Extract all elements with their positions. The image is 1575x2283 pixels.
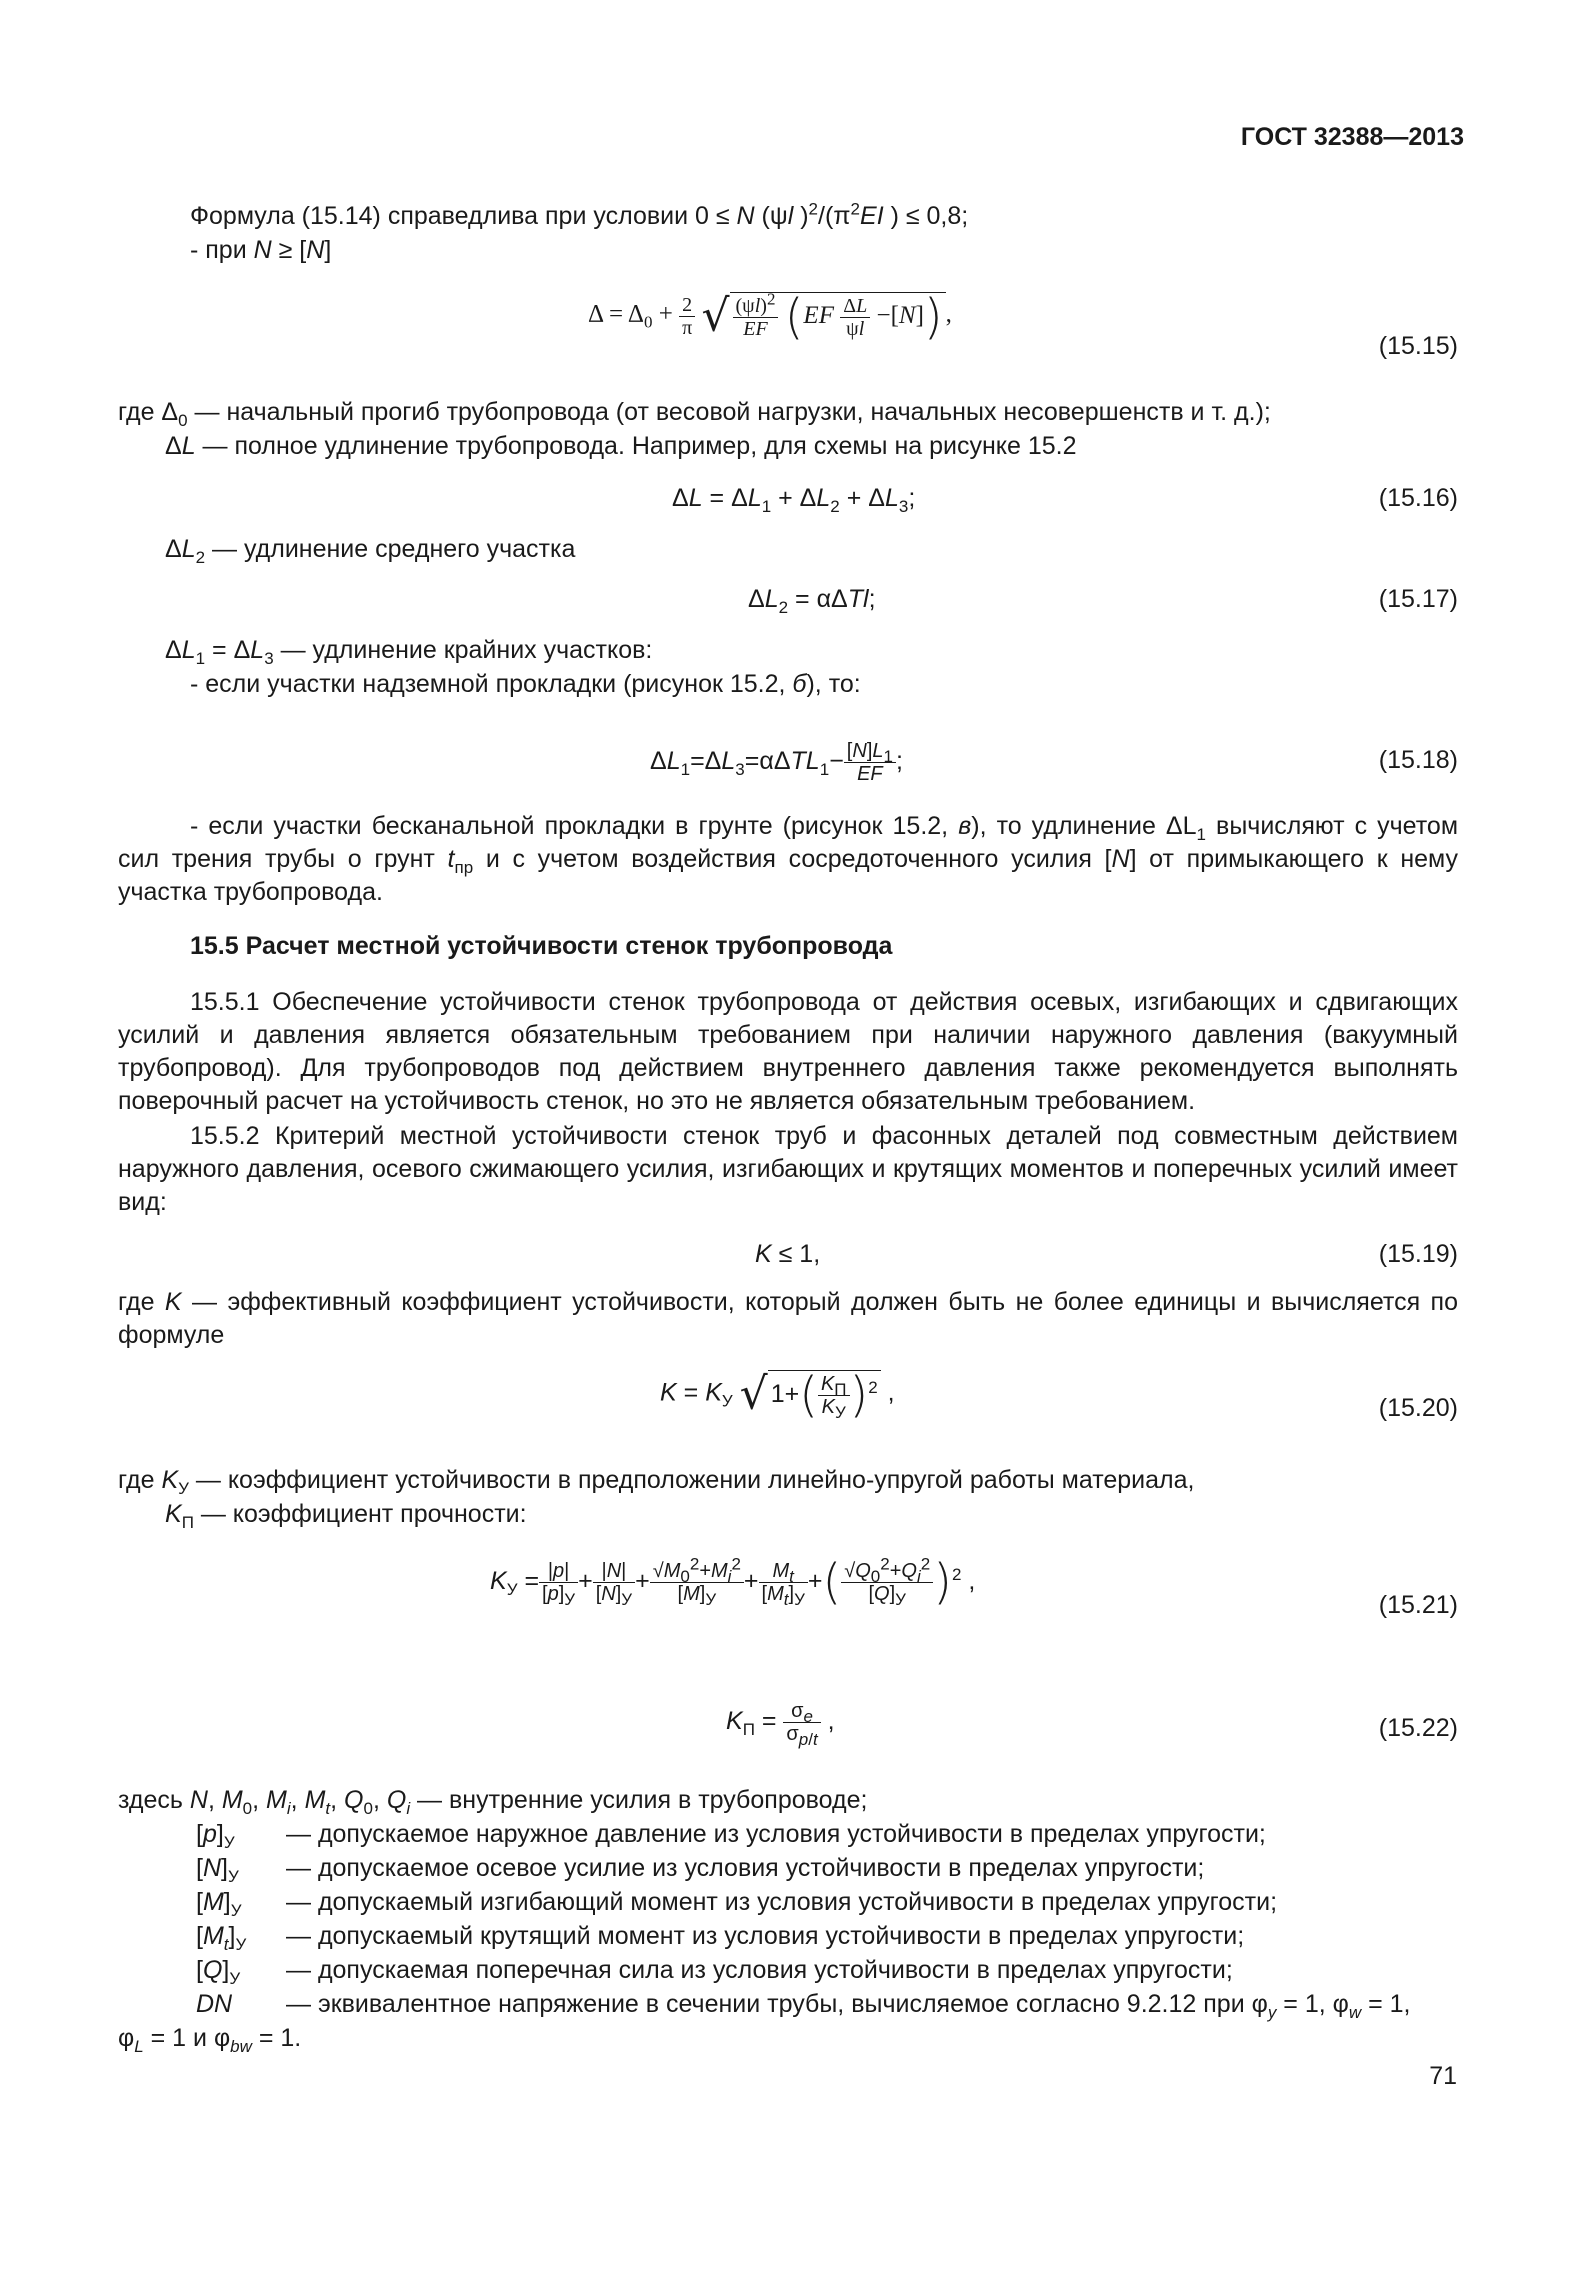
condition-line: Формула (15.14) справедлива при условии 0 ≤ N (ψl )$^2/(\pi^2EI$ ) ≤ 0,8; — [190, 199, 969, 230]
definition-p: $[p]_У$ — допускаемое наружное давление из условия устойчивости в пределах упругости; — [196, 1820, 1266, 1852]
section-heading: 15.5 Расчет местной устойчивости стенок трубопровода — [190, 932, 893, 960]
definition-Kp: $K_П$ — коэффициент прочности: — [165, 1500, 527, 1532]
definition-M: $[M]_У$ — допускаемый изгибающий момент из условия устойчивости в пределах упругости; — [196, 1888, 1278, 1920]
definition-deltaL: ΔL — полное удлинение трубопровода. Например, для схемы на рисунке 15.2 — [165, 432, 1077, 460]
formula-15-16: $\Delta L = \Delta L_1 + \Delta L_2 + \Delta L_3$; — [672, 484, 916, 516]
condition-line-2: - при N ≥ [N] — [190, 236, 332, 264]
definition-DN-cont: $\varphi_L = 1$ и $\varphi_{bw} = 1$. — [118, 2024, 302, 2056]
paragraph-15-5-1: 15.5.1 Обеспечение устойчивости стенок трубопровода от действия осевых, изгибающих и сдвигающих усилий и давления является обязательным требованием при наличии наружного давления (вакуумный трубопровод). Для трубопроводов под действием внутреннего давления также рекомендуется выполнять поверочный расчет на устойчивость стенок, но это не является обязательным требованием. — [118, 988, 1458, 1115]
equation-number: (15.21) — [1378, 1591, 1458, 1619]
document-id: ГОСТ 32388—2013 — [1240, 123, 1464, 151]
equation-number: (15.20) — [1378, 1394, 1458, 1422]
equation-number: (15.22) — [1378, 1714, 1458, 1742]
definition-Ky: где $K_У$ — коэффициент устойчивости в предположении линейно-упругой работы материала, — [118, 1466, 1195, 1498]
formula-15-20: $K = K_У$ √ 1+( $\frac{K_П}{K_У}$ )$^2$ , — [660, 1367, 895, 1423]
formula-15-19: K ≤ 1, — [755, 1240, 821, 1268]
definition-Mt: $[M_t]_У$ — допускаемый крутящий момент из условия устойчивости в пределах упругости; — [196, 1922, 1245, 1954]
condition-aboveground: - если участки надземной прокладки (рисунок 15.2, б), то: — [190, 670, 861, 698]
formula-15-15: $\Delta = \Delta_0$ + $\frac{2}{\pi}$ √ $\frac{(\psi l)^2}{EF}$ (EF $\frac{\Delta L}{\psi l}$ −[N]) , — [588, 289, 952, 345]
equation-number: (15.18) — [1378, 746, 1458, 774]
definition-DN: DN — эквивалентное напряжение в сечении трубы, вычисляемое согласно 9.2.12 при $\varphi_y = 1$, $\varphi_w = 1$, — [196, 1990, 1411, 2022]
formula-15-21: $K_У$ = $\frac{|p|}{[p]_У}$ + $\frac{|N|}{[N]_У}$ + $\frac{√M_0^2+M_i^2}{[M]_У}$ + $\frac{M_t}{[M_t]_У}$ +( $\frac{√Q_0^2+Q_i^2}{[Q]_У}$ )$^2$ , — [490, 1554, 976, 1610]
equation-number: (15.16) — [1378, 484, 1458, 512]
formula-15-18: $\Delta L_1=\Delta L_3=\alpha\Delta TL_1-$ $\frac{[N]L_1}{EF}$ ; — [650, 740, 903, 785]
paragraph-buried-pipe: - если участки бесканальной прокладки в грунте (рисунок 15.2, в), то удлинение $\Delta L_1$ вычисляют с учетом сил трения трубы о грунт $t_{пр}$ и с учетом воздействия сосредоточенного усилия [N] от примыкающего к нему участка трубопровода. — [118, 812, 1459, 906]
equation-number: (15.19) — [1378, 1240, 1458, 1268]
formula-15-22: $K_П$ = $\frac{\sigma_e}{\sigma_{p/t}}$ , — [726, 1700, 835, 1749]
equation-number: (15.15) — [1378, 332, 1458, 360]
formula-15-17: $\Delta L_2 = \alpha\Delta Tl$; — [748, 585, 876, 617]
paragraph-15-5-2: 15.5.2 Критерий местной устойчивости стенок труб и фасонных деталей под совместным действием наружного давления, осевого сжимающего усилия, изгибающих и крутящих моментов и поперечных усилий имеет вид: — [118, 1122, 1458, 1216]
definition-deltaL1: $\Delta L_1 = \Delta L_3$ — удлинение крайних участков: — [165, 636, 653, 668]
definition-N: $[N]_У$ — допускаемое осевое усилие из условия устойчивости в пределах упругости; — [196, 1854, 1205, 1886]
definition-deltaL2: $\Delta L_2$ — удлинение среднего участка — [165, 535, 576, 567]
page-number: 71 — [1429, 2062, 1457, 2090]
definition-delta0: где $\Delta_0$ — начальный прогиб трубопровода (от весовой нагрузки, начальных несовершенств и т. д.); — [118, 398, 1271, 430]
definition-Q: $[Q]_У$ — допускаемая поперечная сила из условия устойчивости в пределах упругости; — [196, 1956, 1233, 1988]
equation-number: (15.17) — [1378, 585, 1458, 613]
definition-internal-forces: здесь N, $M_0$, $M_i$, $M_t$, $Q_0$, $Q_i$ — внутренние усилия в трубопроводе; — [118, 1786, 868, 1818]
definition-K: где K — эффективный коэффициент устойчивости, который должен быть не более единицы и вычисляется по формуле — [118, 1288, 1458, 1349]
